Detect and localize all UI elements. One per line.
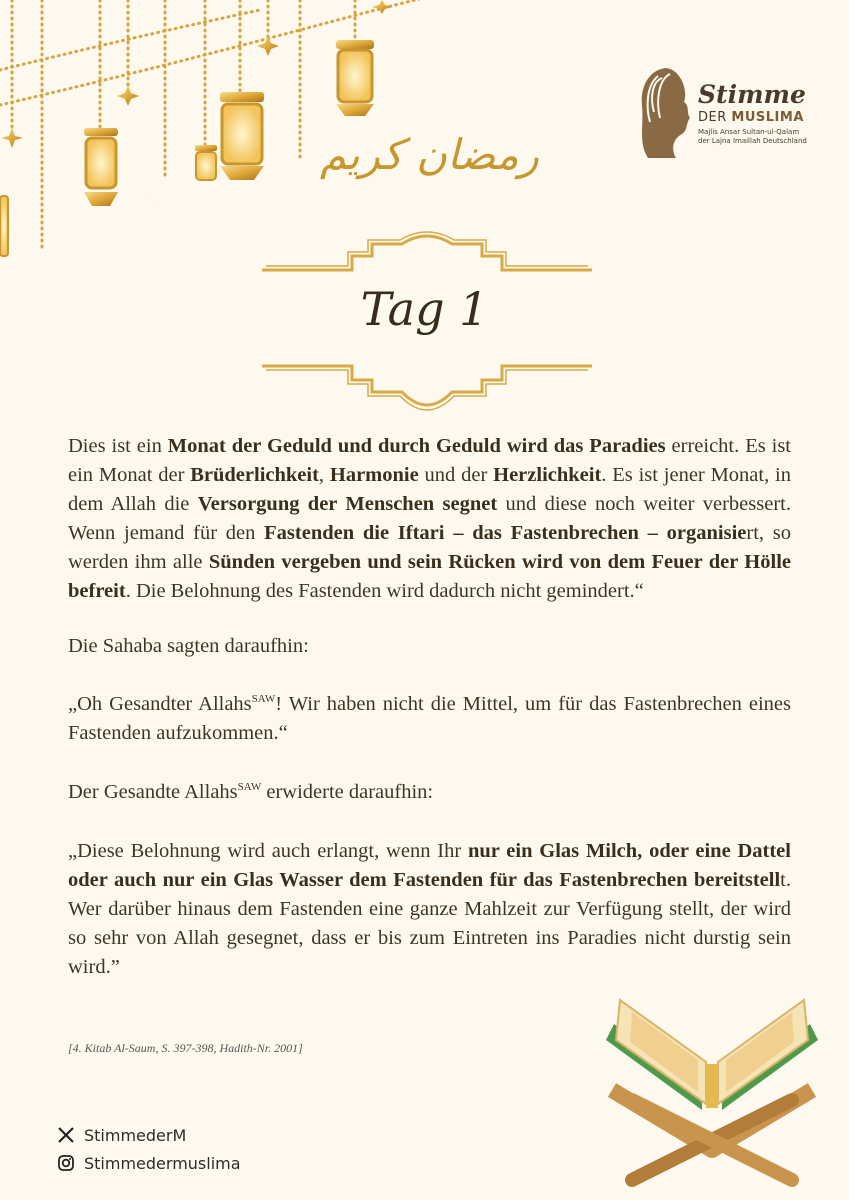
- p4-text-b: erwiderte daraufhin:: [261, 781, 434, 803]
- paragraph-5: [68, 837, 791, 982]
- p1-bold-l: Fastenden die Iftari – das Fastenbrechen – organisie: [264, 522, 747, 544]
- p1-bold-d: Brüderlichkeit: [190, 464, 319, 486]
- p5-bold-b: nur ein Glas Milch, oder eine Dattel oder auch nur ein Glas Wasser dem Fastenden für das Fastenbrechen bereitstell: [68, 840, 791, 891]
- brand-org-line1: Majlis Ansar Sultan-ul-Qalam: [698, 128, 800, 136]
- brand-org-line2: der Lajna Imaillah Deutschland: [698, 137, 807, 145]
- p1-text-i: . Es ist jener Monat, in dem Allah die: [68, 464, 792, 515]
- p1-text-k: und diese noch weiter verbessert. Wenn jemand für den: [68, 493, 791, 544]
- brand-sub-der: DER: [698, 110, 727, 125]
- p4-sup: SAW: [237, 781, 262, 793]
- p1-bold-j: Versorgung der Menschen segnet: [197, 493, 498, 515]
- p1-text-o: . Die Belohnung des Fastenden wird dadurch nicht gemindert.“: [125, 580, 644, 602]
- p5-text-c: t. Wer darüber hinaus dem Fastenden eine ganze Mahlzeit zur Verfügung stellt, der wird so sehr von Allah gesegnet, dass er bis zum Eintreten ins Paradies nicht durstig sein wird.”: [68, 869, 791, 978]
- brand-organization: [698, 128, 818, 146]
- brand-title: Stimme: [698, 80, 806, 109]
- hadith-reference: [4. Kitab Al-Saum, S. 397-398, Hadith-Nr. 2001]: [68, 1041, 303, 1055]
- instagram-social-link[interactable]: [58, 1154, 241, 1173]
- p1-text-c: erreicht. Es ist ein Monat der: [68, 435, 791, 486]
- x-icon: [58, 1127, 74, 1143]
- x-handle: StimmederM: [84, 1126, 187, 1145]
- quran-stand-illustration: [592, 980, 832, 1190]
- brand-logo: [636, 62, 816, 162]
- paragraph-1: [68, 432, 791, 606]
- p3-sup: SAW: [251, 693, 276, 705]
- instagram-icon: [58, 1155, 74, 1171]
- p5-text-a: „Diese Belohnung wird auch erlangt, wenn Ihr: [68, 840, 468, 862]
- x-social-link[interactable]: [58, 1126, 186, 1145]
- instagram-handle: Stimmedermuslima: [84, 1154, 241, 1173]
- p1-bold-n: Sünden vergeben und sein Rücken wird von dem Feuer der Hölle befreit: [68, 551, 791, 602]
- p1-text-g: und der: [418, 464, 494, 486]
- p1-text-e: ,: [318, 464, 330, 486]
- p3-text-a: „Oh Gesandter Allahs: [68, 693, 252, 715]
- paragraph-3: [68, 690, 791, 748]
- ramadan-kareem-calligraphy: رمضان كريم: [320, 130, 540, 179]
- brand-subtitle: [698, 110, 804, 125]
- woman-profile-icon: [636, 62, 694, 160]
- p1-bold-h: Herzlichkeit: [493, 464, 602, 486]
- brand-sub-muslima: MUSLIMA: [731, 110, 804, 125]
- p1-bold-b: Monat der Geduld und durch Geduld wird das Paradies: [167, 435, 666, 457]
- p1-bold-f: Harmonie: [329, 464, 419, 486]
- paragraph-2: Die Sahaba sagten daraufhin:: [68, 635, 309, 657]
- p1-text-a: Dies ist ein: [68, 435, 168, 457]
- day-title: Tag 1: [360, 282, 489, 336]
- p1-text-m: rt, so werden ihm alle: [68, 522, 791, 573]
- p3-text-b: ! Wir haben nicht die Mittel, um für das Fastenbrechen eines Fastenden aufzukommen.“: [68, 693, 791, 744]
- p4-text-a: Der Gesandte Allahs: [68, 781, 238, 803]
- paragraph-4: [68, 778, 791, 807]
